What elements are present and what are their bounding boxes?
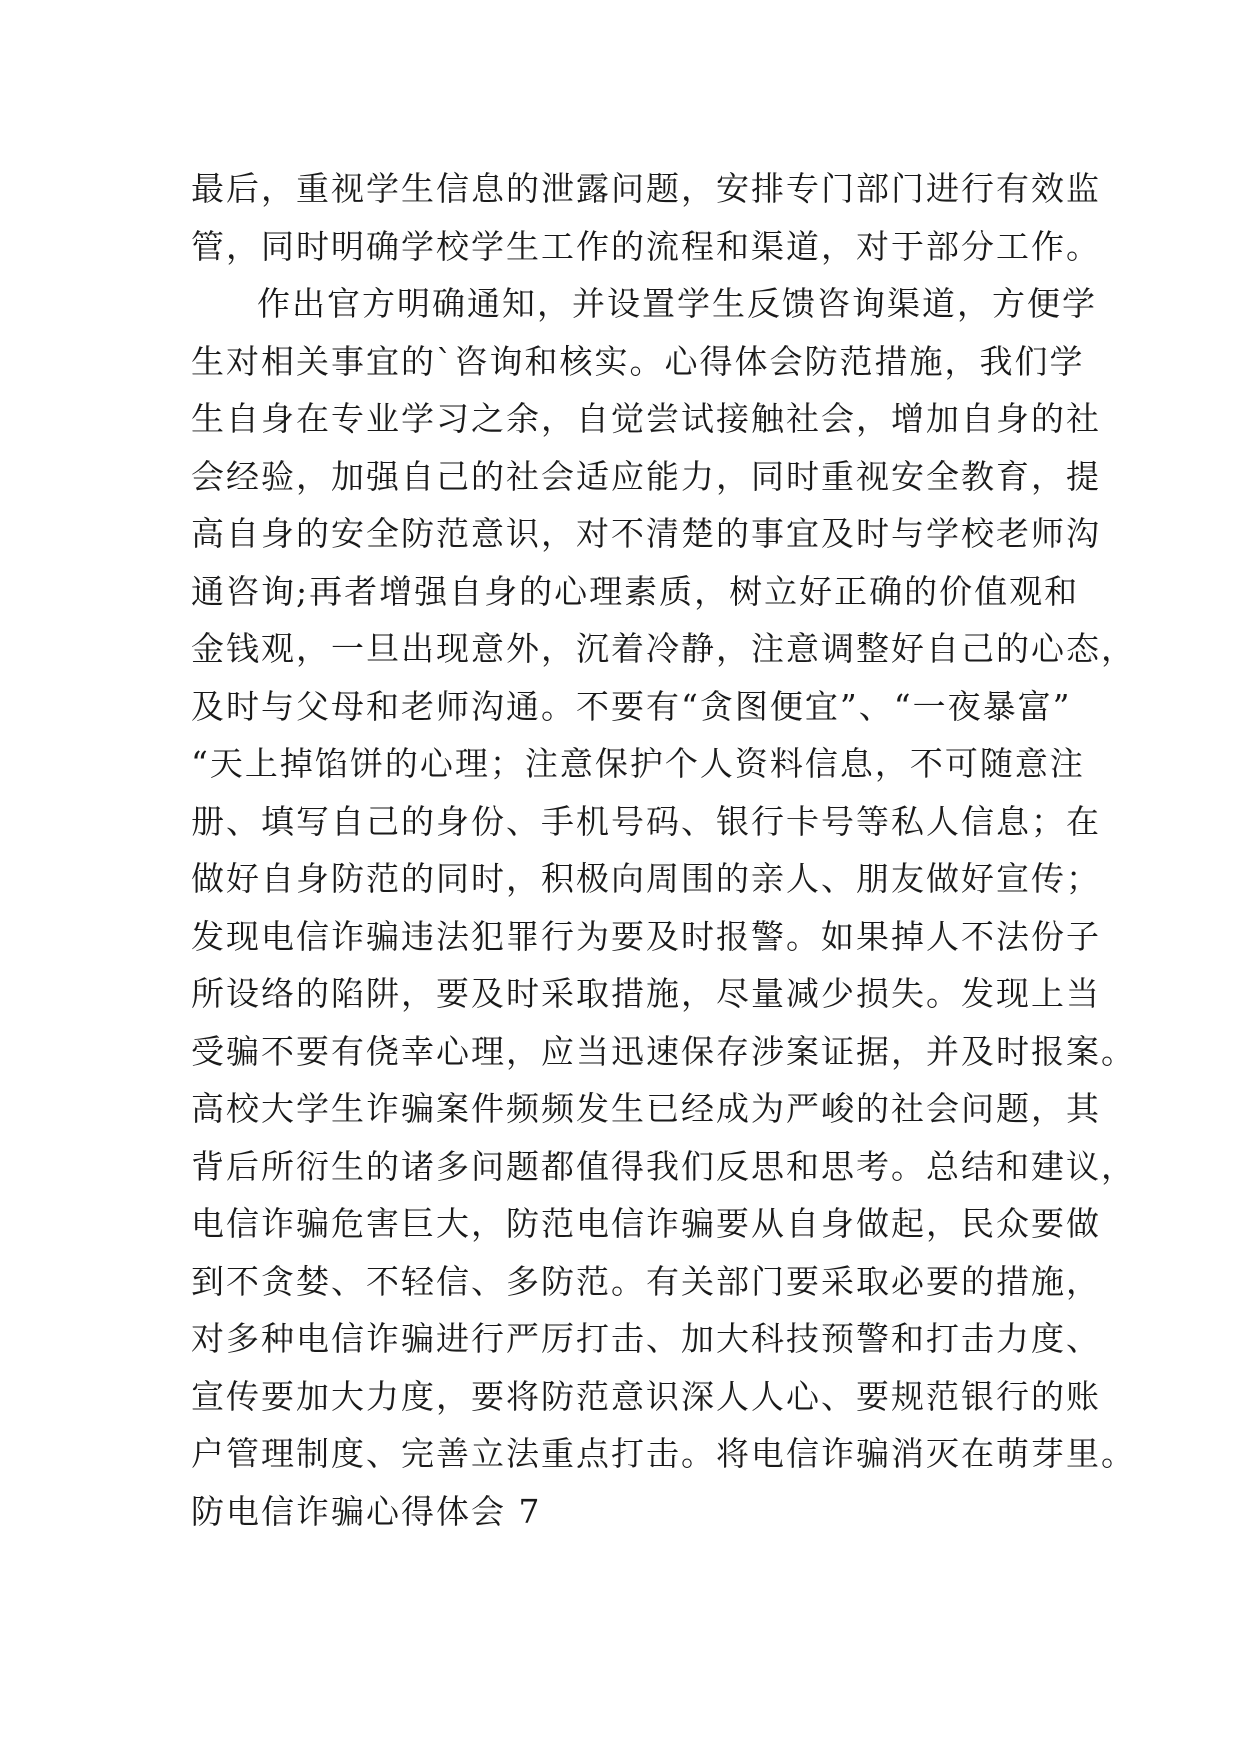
document-body: [191, 160, 1136, 1540]
text-line: 电信诈骗危害巨大，防范电信诈骗要从自身做起，民众要做: [191, 1204, 1101, 1243]
text-line: 通咨询;再者增强自身的心理素质，树立好正确的价值观和: [191, 571, 1080, 611]
text-line: 最后，重视学生信息的泄露问题，安排专门部门进行有效监: [191, 169, 1101, 208]
text-line: 背后所衍生的诸多问题都值得我们反思和思考。总结和建议，: [191, 1146, 1136, 1186]
text-line: 受骗不要有侥幸心理，应当迅速保存涉案证据，并及时报案。: [191, 1031, 1136, 1071]
text-line: 做好自身防范的同时，积极向周围的亲人、朋友做好宣传；: [191, 859, 1101, 898]
text-line: “天上掉馅饼的心理；注意保护个人资料信息，不可随意注: [191, 744, 1085, 783]
text-line: 册、填写自己的身份、手机号码、银行卡号等私人信息；在: [191, 801, 1101, 841]
text-line: 到不贪婪、不轻信、多防范。有关部门要采取必要的措施，: [191, 1261, 1101, 1301]
text-line: 发现电信诈骗违法犯罪行为要及时报警。如果掉人不法份子: [191, 916, 1101, 956]
text-line: 及时与父母和老师沟通。不要有“贪图便宜”、“一夜暴富”: [191, 686, 1072, 726]
text-line: 宣传要加大力度，要将防范意识深人人心、要规范银行的账: [191, 1376, 1101, 1416]
text-line: 所设络的陷阱，要及时采取措施，尽量减少损失。发现上当: [191, 974, 1101, 1013]
text-line: 高自身的安全防范意识，对不清楚的事宜及时与学校老师沟: [191, 514, 1101, 553]
text-line: 金钱观，一旦出现意外，沉着冷静，注意调整好自己的心态，: [191, 629, 1136, 668]
text-line: 管，同时明确学校学生工作的流程和渠道，对于部分工作。: [191, 226, 1101, 266]
text-line: 高校大学生诈骗案件频频发生已经成为严峻的社会问题，其: [191, 1089, 1101, 1128]
text-line: 生自身在专业学习之余，自觉尝试接触社会，增加自身的社: [191, 399, 1101, 438]
text-line: 对多种电信诈骗进行严厉打击、加大科技预警和打击力度、: [191, 1319, 1101, 1358]
text-line: 会经验，加强自己的社会适应能力，同时重视安全教育，提: [191, 456, 1101, 496]
text-line: 户管理制度、完善立法重点打击。将电信诈骗消灭在萌芽里。: [191, 1434, 1136, 1473]
text-line: 作出官方明确通知，并设置学生反馈咨询渠道，方便学: [257, 284, 1097, 323]
text-line: 生对相关事宜的`咨询和核实。心得体会防范措施，我们学: [191, 341, 1085, 381]
section-title: 防电信诈骗心得体会 7: [191, 1491, 542, 1531]
